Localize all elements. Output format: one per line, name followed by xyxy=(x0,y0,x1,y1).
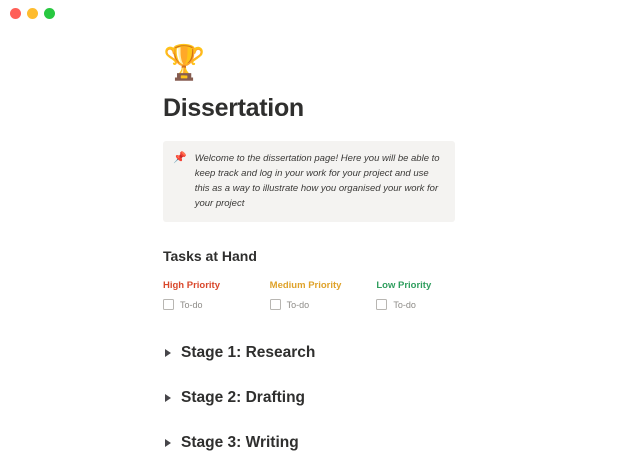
welcome-callout[interactable] xyxy=(163,141,455,222)
todo-item-high[interactable] xyxy=(163,299,270,310)
priority-column-low xyxy=(376,280,483,310)
checkbox-icon[interactable] xyxy=(270,299,281,310)
section-heading-tasks: Tasks at Hand xyxy=(163,248,257,264)
toggle-title-stage-1: Stage 1: Research xyxy=(181,344,316,361)
chevron-right-icon[interactable] xyxy=(165,349,171,357)
checkbox-icon[interactable] xyxy=(163,299,174,310)
zoom-window-button[interactable] xyxy=(44,8,55,19)
close-window-button[interactable] xyxy=(10,8,21,19)
callout-text: Welcome to the dissertation page! Here you will be able to keep track and log in your work for your project and use this as a way to illustrate how you organised your work for your project xyxy=(194,153,440,209)
checkbox-icon[interactable] xyxy=(376,299,387,310)
document-content xyxy=(163,46,483,452)
chevron-right-icon[interactable] xyxy=(165,394,171,402)
window-titlebar xyxy=(0,0,640,26)
priority-columns xyxy=(163,280,483,310)
toggle-stage-1[interactable] xyxy=(163,344,483,362)
toggle-stage-2[interactable] xyxy=(163,389,483,407)
priority-column-medium xyxy=(270,280,377,310)
todo-label-medium: To-do xyxy=(286,299,310,310)
todo-item-low[interactable] xyxy=(376,299,483,310)
pin-icon: 📌 xyxy=(173,152,187,164)
trophy-icon[interactable]: 🏆 xyxy=(163,44,206,82)
document-page xyxy=(0,46,640,452)
toggle-title-stage-3: Stage 3: Writing xyxy=(181,434,299,451)
chevron-right-icon[interactable] xyxy=(165,439,171,447)
priority-label-low: Low Priority xyxy=(376,280,432,291)
todo-item-medium[interactable] xyxy=(270,299,377,310)
todo-label-high: To-do xyxy=(180,299,203,310)
minimize-window-button[interactable] xyxy=(27,8,38,19)
priority-label-high: High Priority xyxy=(163,280,221,291)
toggle-title-stage-2: Stage 2: Drafting xyxy=(181,389,306,406)
priority-label-medium: Medium Priority xyxy=(269,280,342,291)
toggle-stage-3[interactable] xyxy=(163,434,483,452)
todo-label-low: To-do xyxy=(393,299,416,310)
priority-column-high xyxy=(163,280,270,310)
page-title: Dissertation xyxy=(163,94,304,122)
